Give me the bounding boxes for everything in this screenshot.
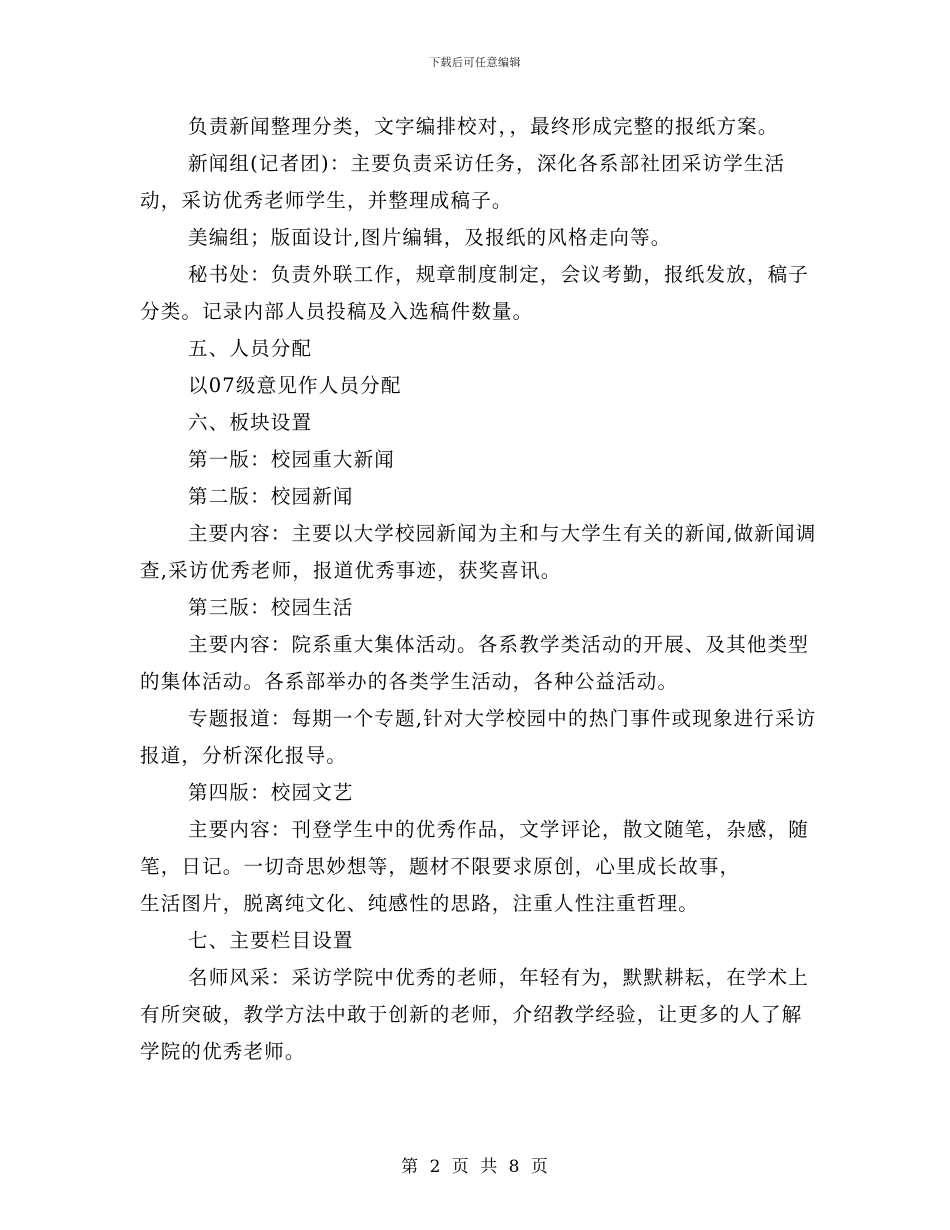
paragraph-page-four-content-continued: 生活图片，脱离纯文化、纯感性的思路，注重人性注重哲理。 <box>140 892 699 915</box>
page-number-footer: 第 2 页 共 8 页 <box>401 1157 549 1177</box>
paragraph-editing-duties: 负责新闻整理分类，文字编排校对，，最终形成完整的报纸方案。 <box>188 115 779 138</box>
paragraph-special-report: 专题报道：每期一个专题,针对大学校园中的热门事件或现象进行采访报道，分析深化报导。 <box>140 707 817 767</box>
paragraph-page-two: 第二版：校园新闻 <box>188 485 354 508</box>
paragraph-page-four: 第四版：校园文艺 <box>188 781 354 804</box>
paragraph-page-three: 第三版：校园生活 <box>188 596 354 619</box>
paragraph-page-three-content: 主要内容：院系重大集体活动。各系教学类活动的开展、及其他类型的集体活动。各系部举办的各类学生活动，各种公益活动。 <box>140 633 810 693</box>
paragraph-page-one: 第一版：校园重大新闻 <box>188 448 396 471</box>
document-body <box>140 108 820 1070</box>
paragraph-secretariat: 秘书处：负责外联工作，规章制度制定，会议考勤，报纸发放，稿子分类。记录内部人员投稿及入选稿件数量。 <box>140 263 810 323</box>
paragraph-teacher-profile: 名师风采：采访学院中优秀的老师，年轻有为，默默耕耘，在学术上有所突破，教学方法中敢于创新的老师，介绍教学经验，让更多的人了解学院的优秀老师。 <box>140 966 810 1063</box>
paragraph-staff-allocation: 以07级意见作人员分配 <box>188 374 402 397</box>
paragraph-page-two-content: 主要内容：主要以大学校园新闻为主和与大学生有关的新闻,做新闻调查,采访优秀老师，报道优秀事迹，获奖喜讯。 <box>140 522 817 582</box>
paragraph-page-four-content: 主要内容：刊登学生中的优秀作品，文学评论，散文随笔，杂感，随笔，日记。一切奇思妙想等，题材不限要求原创，心里成长故事， <box>140 818 810 878</box>
header-note: 下载后可任意编辑 <box>429 56 521 69</box>
section-heading-main-columns: 七、主要栏目设置 <box>188 929 354 952</box>
paragraph-news-group: 新闻组(记者团)：主要负责采访任务，深化各系部社团采访学生活动，采访优秀老师学生，并整理成稿子。 <box>140 152 786 212</box>
paragraph-art-editing-group: 美编组；版面设计,图片编辑，及报纸的风格走向等。 <box>188 226 672 249</box>
section-heading-layout-sections: 六、板块设置 <box>188 411 313 434</box>
section-heading-staff-allocation: 五、人员分配 <box>188 337 313 360</box>
